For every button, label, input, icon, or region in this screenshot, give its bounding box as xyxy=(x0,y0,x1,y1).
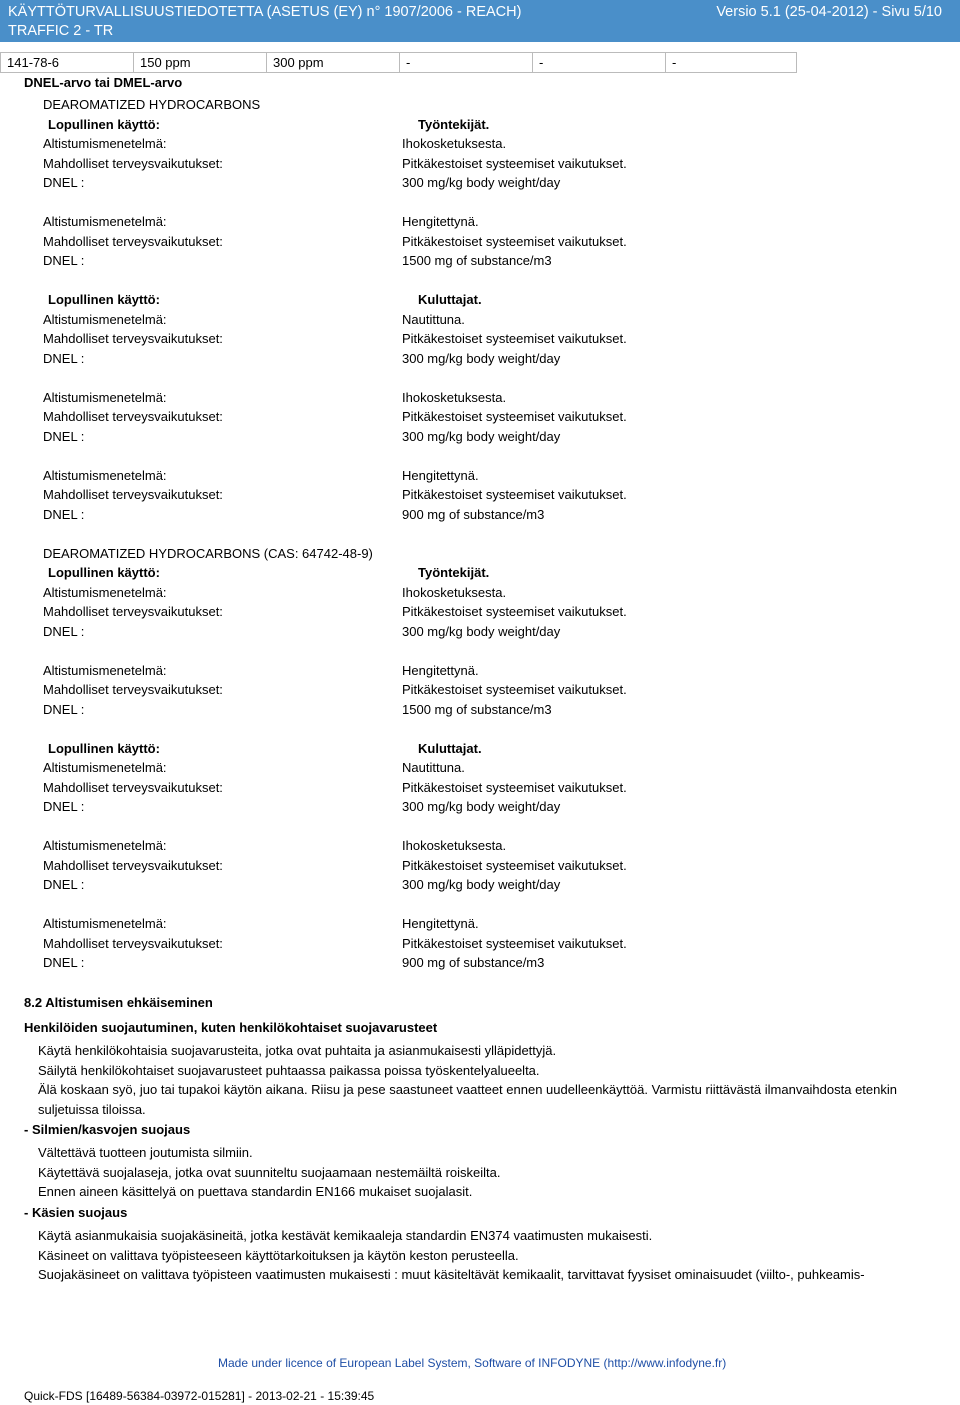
health-effects-label: Mahdolliset terveysvaikutukset: xyxy=(43,487,223,502)
exposure-label: Altistumismenetelmä: xyxy=(43,662,167,678)
health-effect-value: Pitkäkestoiset systeemiset vaikutukset. xyxy=(402,779,627,795)
health-effects-label: Mahdolliset terveysvaikutukset: xyxy=(43,155,223,171)
health-effects-label: Mahdolliset terveysvaikutukset: xyxy=(43,935,223,951)
health-effects-label: Mahdolliset terveysvaikutukset: xyxy=(43,682,223,697)
personal-protection-text xyxy=(38,1041,943,1119)
exposure-label: Altistumismenetelmä: xyxy=(43,136,167,151)
eye-protection-heading: - Silmien/kasvojen suojaus xyxy=(24,1122,191,1137)
table-row xyxy=(1,53,797,73)
dnel-value: 300 mg/kg body weight/day xyxy=(402,799,561,814)
paragraph: Ennen aineen käsittelyä on puettava standardin EN166 mukaiset suojalasit. xyxy=(38,1184,473,1199)
exposure-label: Altistumismenetelmä: xyxy=(43,760,167,775)
dnel-label: DNEL : xyxy=(43,799,85,814)
hand-protection-text xyxy=(38,1226,943,1285)
final-use-value: Kuluttajat. xyxy=(418,740,482,756)
dnel-label: DNEL : xyxy=(43,955,85,970)
final-use-label: Lopullinen käyttö: xyxy=(48,292,160,307)
exposure-limit-table xyxy=(0,52,797,73)
dnel-label: DNEL : xyxy=(43,623,85,639)
health-effects-label: Mahdolliset terveysvaikutukset: xyxy=(43,857,223,873)
final-use-label: Lopullinen käyttö: xyxy=(48,116,160,132)
exposure-route: Ihokosketuksesta. xyxy=(402,584,507,600)
dnel-value: 300 mg/kg body weight/day xyxy=(402,623,561,639)
health-effect-value: Pitkäkestoiset systeemiset vaikutukset. xyxy=(402,857,627,873)
substance-name: DEAROMATIZED HYDROCARBONS (CAS: 64742-48-9) xyxy=(43,545,373,561)
dnel-value: 300 mg/kg body weight/day xyxy=(402,175,561,190)
document-id-footer: Quick-FDS [16489-56384-03972-015281] - 2013-02-21 - 15:39:45 xyxy=(24,1389,375,1403)
exposure-route: Hengitettynä. xyxy=(402,214,479,229)
paragraph: Käsineet on valittava työpisteeseen käyttötarkoituksen ja käytön keston perusteella. xyxy=(38,1247,519,1263)
dnel-label: DNEL : xyxy=(43,428,85,444)
exposure-label: Altistumismenetelmä: xyxy=(43,214,167,229)
final-use-value: Työntekijät. xyxy=(418,565,490,580)
dnel-label: DNEL : xyxy=(43,350,85,366)
dnel-label: DNEL : xyxy=(43,506,85,522)
version-info: Versio 5.1 (25-04-2012) - Sivu 5/10 xyxy=(716,4,942,20)
exposure-route: Nautittuna. xyxy=(402,760,465,775)
table-cell: - xyxy=(400,53,533,73)
exposure-route: Hengitettynä. xyxy=(402,662,479,678)
exposure-route: Ihokosketuksesta. xyxy=(402,838,507,853)
exposure-route: Ihokosketuksesta. xyxy=(402,389,507,405)
table-cell: - xyxy=(666,53,797,73)
exposure-route: Hengitettynä. xyxy=(402,467,479,483)
final-use-value: Kuluttajat. xyxy=(418,292,482,307)
health-effect-value: Pitkäkestoiset systeemiset vaikutukset. xyxy=(402,935,627,951)
product-name: TRAFFIC 2 - TR xyxy=(8,23,114,39)
health-effect-value: Pitkäkestoiset systeemiset vaikutukset. xyxy=(402,682,627,697)
exposure-label: Altistumismenetelmä: xyxy=(43,584,167,600)
exposure-route: Hengitettynä. xyxy=(402,916,479,931)
health-effect-value: Pitkäkestoiset systeemiset vaikutukset. xyxy=(402,331,627,346)
exposure-label: Altistumismenetelmä: xyxy=(43,389,167,405)
paragraph: Käytä asianmukaisia suojakäsineitä, jotka kestävät kemikaaleja standardin EN374 vaatimusten mukaisesti. xyxy=(38,1228,653,1243)
dnel-value: 1500 mg of substance/m3 xyxy=(402,701,552,717)
exposure-label: Altistumismenetelmä: xyxy=(43,838,167,853)
final-use-label: Lopullinen käyttö: xyxy=(48,740,160,756)
document-title: KÄYTTÖTURVALLISUUSTIEDOTETTA (ASETUS (EY) n° 1907/2006 - REACH) xyxy=(8,4,522,20)
hand-protection-heading: - Käsien suojaus xyxy=(24,1205,128,1220)
dnel-value: 300 mg/kg body weight/day xyxy=(402,877,561,892)
dnel-value: 300 mg/kg body weight/day xyxy=(402,428,561,444)
paragraph: Vältettävä tuotteen joutumista silmiin. xyxy=(38,1145,253,1160)
dnel-value: 900 mg of substance/m3 xyxy=(402,955,545,970)
final-use-value: Työntekijät. xyxy=(418,116,490,132)
table-cell: 150 ppm xyxy=(134,53,267,73)
table-cell: 300 ppm xyxy=(267,53,400,73)
dnel-label: DNEL : xyxy=(43,877,85,892)
dnel-label: DNEL : xyxy=(43,175,85,190)
cas-number-cell: 141-78-6 xyxy=(1,53,134,73)
dnel-label: DNEL : xyxy=(43,701,85,717)
final-use-label: Lopullinen käyttö: xyxy=(48,565,160,580)
health-effects-label: Mahdolliset terveysvaikutukset: xyxy=(43,331,223,346)
paragraph: Käytä henkilökohtaisia suojavarusteita, jotka ovat puhtaita ja asianmukaisesti ylläpidettyjä. xyxy=(38,1043,557,1058)
health-effect-value: Pitkäkestoiset systeemiset vaikutukset. xyxy=(402,409,627,424)
document-header xyxy=(0,0,960,42)
dnel-value: 300 mg/kg body weight/day xyxy=(402,350,561,366)
paragraph: Suojakäsineet on valittava työpisteen vaatimusten mukaisesti : muut käsiteltävät kemikaalit, tarvittavat fyysiset ominaisuudet (viilto-, puhkeamis- xyxy=(38,1267,865,1282)
exposure-label: Altistumismenetelmä: xyxy=(43,311,167,327)
table-cell: - xyxy=(533,53,666,73)
substance-name: DEAROMATIZED HYDROCARBONS xyxy=(43,97,261,112)
health-effect-value: Pitkäkestoiset systeemiset vaikutukset. xyxy=(402,233,627,249)
health-effect-value: Pitkäkestoiset systeemiset vaikutukset. xyxy=(402,604,627,619)
exposure-route: Nautittuna. xyxy=(402,311,465,327)
eye-protection-text xyxy=(38,1143,943,1202)
health-effects-label: Mahdolliset terveysvaikutukset: xyxy=(43,779,223,795)
exposure-label: Altistumismenetelmä: xyxy=(43,916,167,931)
dnel-label: DNEL : xyxy=(43,253,85,268)
health-effects-label: Mahdolliset terveysvaikutukset: xyxy=(43,604,223,619)
personal-protection-heading: Henkilöiden suojautuminen, kuten henkilökohtaiset suojavarusteet xyxy=(24,1020,438,1035)
dnel-heading: DNEL-arvo tai DMEL-arvo xyxy=(24,75,183,90)
section-8-2-title: 8.2 Altistumisen ehkäiseminen xyxy=(24,995,213,1010)
dnel-value: 900 mg of substance/m3 xyxy=(402,506,545,522)
health-effects-label: Mahdolliset terveysvaikutukset: xyxy=(43,409,223,424)
exposure-label: Altistumismenetelmä: xyxy=(43,467,167,483)
health-effect-value: Pitkäkestoiset systeemiset vaikutukset. xyxy=(402,155,627,171)
health-effect-value: Pitkäkestoiset systeemiset vaikutukset. xyxy=(402,487,627,502)
paragraph: Säilytä henkilökohtaiset suojavarusteet puhtaassa paikassa poissa työskentelyalueelta. xyxy=(38,1062,540,1078)
exposure-route: Ihokosketuksesta. xyxy=(402,136,507,151)
dnel-value: 1500 mg of substance/m3 xyxy=(402,253,552,268)
paragraph: Käytettävä suojalaseja, jotka ovat suunniteltu suojaamaan nestemäiltä roiskeilta. xyxy=(38,1164,501,1180)
paragraph: Älä koskaan syö, juo tai tupakoi käytön aikana. Riisu ja pese saastuneet vaatteet ennen uudelleenkäyttöä. Varmistu riittävästä ilmanvaihdosta etenkin suljetuissa tiloissa. xyxy=(38,1082,897,1117)
health-effects-label: Mahdolliset terveysvaikutukset: xyxy=(43,233,223,249)
licence-footer: Made under licence of European Label System, Software of INFODYNE (http://www.infodyne.fr) xyxy=(218,1356,727,1370)
